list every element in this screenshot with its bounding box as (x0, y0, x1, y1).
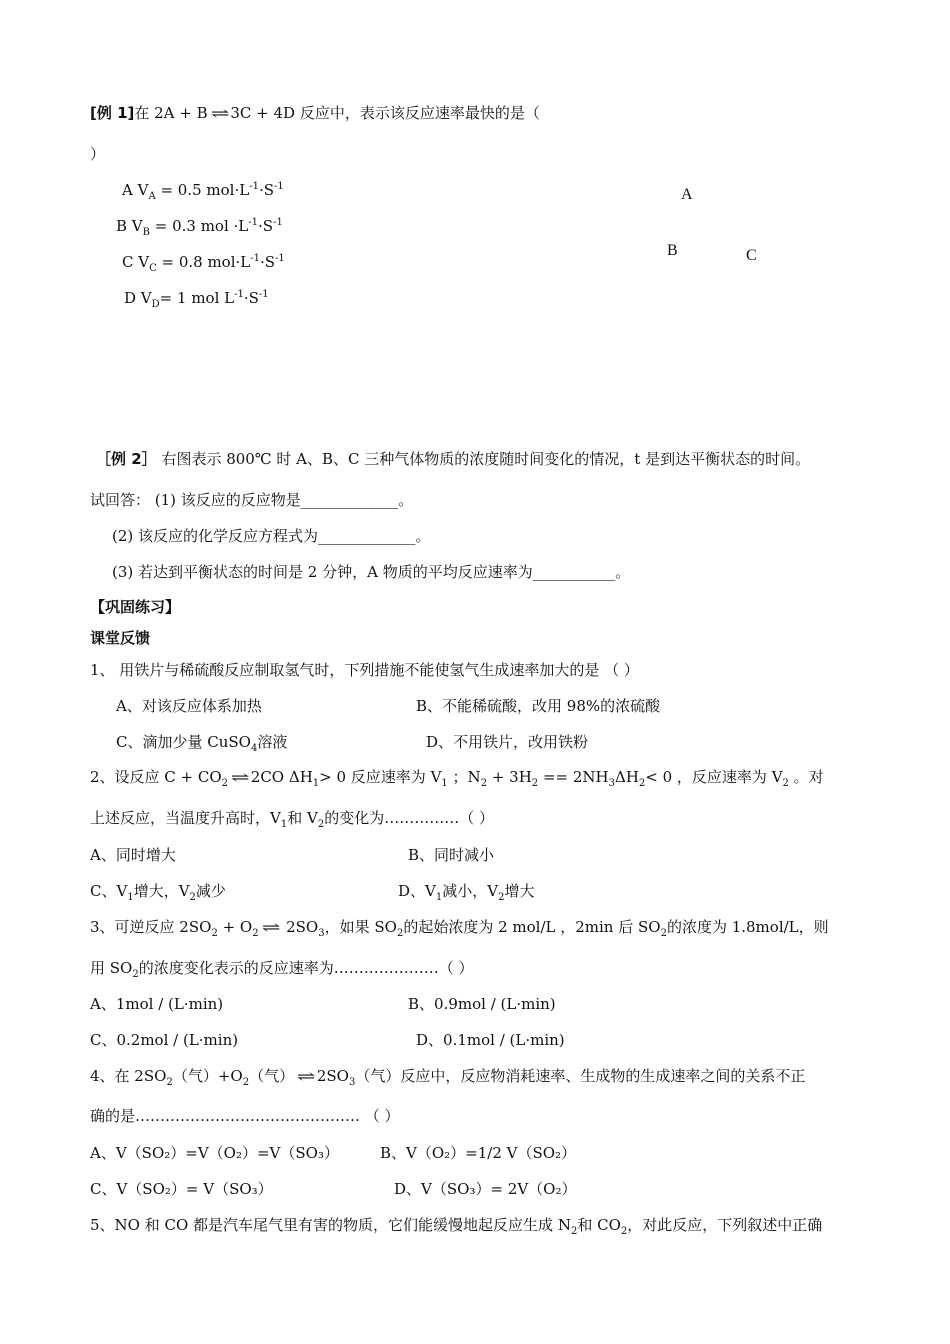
figure-label-a: A (681, 186, 693, 203)
q3-stem-line1: 3、可逆反应 $2SO_2 + O_2$ ⇌ $2SO_3$，如果 $SO_2$的起始浓度为 2 mol/L ，2min 后 $SO_2$的浓度为 1.8mol/L，则 (90, 918, 829, 939)
q3-option-d: D、0.1mol / (L·min) (416, 1031, 565, 1049)
q2-option-d: D、$V_1$减小，$V_2$增大 (398, 882, 535, 903)
q4-option-b: B、V（O₂）=1/2 V（SO₂） (380, 1144, 577, 1162)
q1-option-a: A、对该反应体系加热 (116, 697, 262, 715)
q1-option-d: D、不用铁片，改用铁粉 (426, 733, 589, 751)
q4-stem-line2: 确的是……………………………………… （ ） (90, 1107, 400, 1125)
q3-stem-line2: 用 $SO_2$的浓度变化表示的反应速率为…………………（ ） (90, 959, 474, 980)
example1-close-paren: ） (90, 145, 106, 163)
subsection-heading: 课堂反馈 (90, 629, 151, 647)
example2-line1: ［例 2］ 右图表示 800℃ 时 A、B、C 三种气体物质的浓度随时间变化的情况，t 是到达平衡状态的时间。 (96, 450, 811, 468)
q4-stem-line1: 4、在 $2SO_2$（气）$+O_2$（气） ⇌ $2SO_3$（气）反应中，反应物消耗速率、生成物的生成速率之间的关系不正 (90, 1067, 806, 1088)
example1-tag: [例 1] (90, 104, 135, 122)
q2-stem-line2: 上述反应，当温度升高时，$V_1$和 $V_2$的变化为……………（ ） (90, 809, 494, 830)
figure-label-b: B (667, 242, 678, 259)
q2-stem-line1: 2、设反应 $C + CO_2$ ⇌ 2CO $\Delta H_1> 0$ 反应速率为 $V_1$ ；$N_2 + 3H_2 == 2NH_3\Delta H_2< 0$ ，反应速率为 $V_2$ 。对 (90, 768, 824, 789)
q3-option-b: B、0.9mol / (L·min) (408, 995, 556, 1013)
section-heading: 【巩固练习】 (90, 598, 181, 616)
q1-option-b: B、不能稀硫酸，改用 98%的浓硫酸 (416, 697, 661, 715)
example1-option-b: B $V_B = 0.3$ mol $\cdot L^{-1}\cdot S^{-1}$ (116, 217, 283, 238)
q4-option-a: A、V（SO₂）=V（O₂）=V（SO₃） (90, 1144, 339, 1162)
equilibrium-arrow-icon: ⇌ (296, 1069, 315, 1085)
q1-option-c: C、滴加少量 CuSO$_4$溶液 (116, 733, 288, 754)
example1-question: [例 1]在 2A + B ⇌ 3C + 4D 反应中，表示该反应速率最快的是（ (90, 104, 540, 122)
example2-line2: 试回答： (1) 该反应的反应物是_____________。 (90, 491, 414, 509)
example2-line4: (3) 若达到平衡状态的时间是 2 分钟，A 物质的平均反应速率为___________。 (112, 563, 631, 581)
example2-tag: ［例 2］ (96, 450, 157, 468)
example1-option-a: A $V_A = 0.5$ $mol\cdot L^{-1}\cdot S^{-1}$ (122, 181, 284, 202)
q4-option-d: D、V（SO₃）= 2V（O₂） (394, 1180, 577, 1198)
figure-label-c: C (746, 247, 757, 264)
equilibrium-arrow-icon: ⇌ (230, 770, 249, 786)
q2-option-c: C、$V_1$增大，$V_2$减少 (90, 882, 226, 903)
q3-option-a: A、1mol / (L·min) (90, 995, 224, 1013)
q3-option-c: C、0.2mol / (L·min) (90, 1031, 239, 1049)
equilibrium-arrow-icon: ⇌ (261, 920, 279, 936)
example1-option-c: C $V_C = 0.8$ $mol\cdot L^{-1}\cdot S^{-1}$ (122, 253, 285, 274)
q5-stem-line1: 5、NO 和 CO 都是汽车尾气里有害的物质，它们能缓慢地起反应生成 $N_2$和 $CO_2$，对此反应，下列叙述中正确 (90, 1216, 823, 1237)
example2-line3: (2) 该反应的化学反应方程式为_____________。 (112, 527, 431, 545)
q2-option-a: A、同时增大 (90, 846, 176, 864)
q2-option-b: B、同时减小 (408, 846, 495, 864)
example1-option-d: D $V_D= 1$ mol $L^{-1}\cdot S^{-1}$ (124, 289, 269, 310)
equilibrium-arrow-icon: ⇌ (210, 106, 228, 122)
q1-stem: 1、 用铁片与稀硫酸反应制取氢气时，下列措施不能使氢气生成速率加大的是 （ ） (90, 661, 639, 679)
q4-option-c: C、V（SO₂）= V（SO₃） (90, 1180, 273, 1198)
